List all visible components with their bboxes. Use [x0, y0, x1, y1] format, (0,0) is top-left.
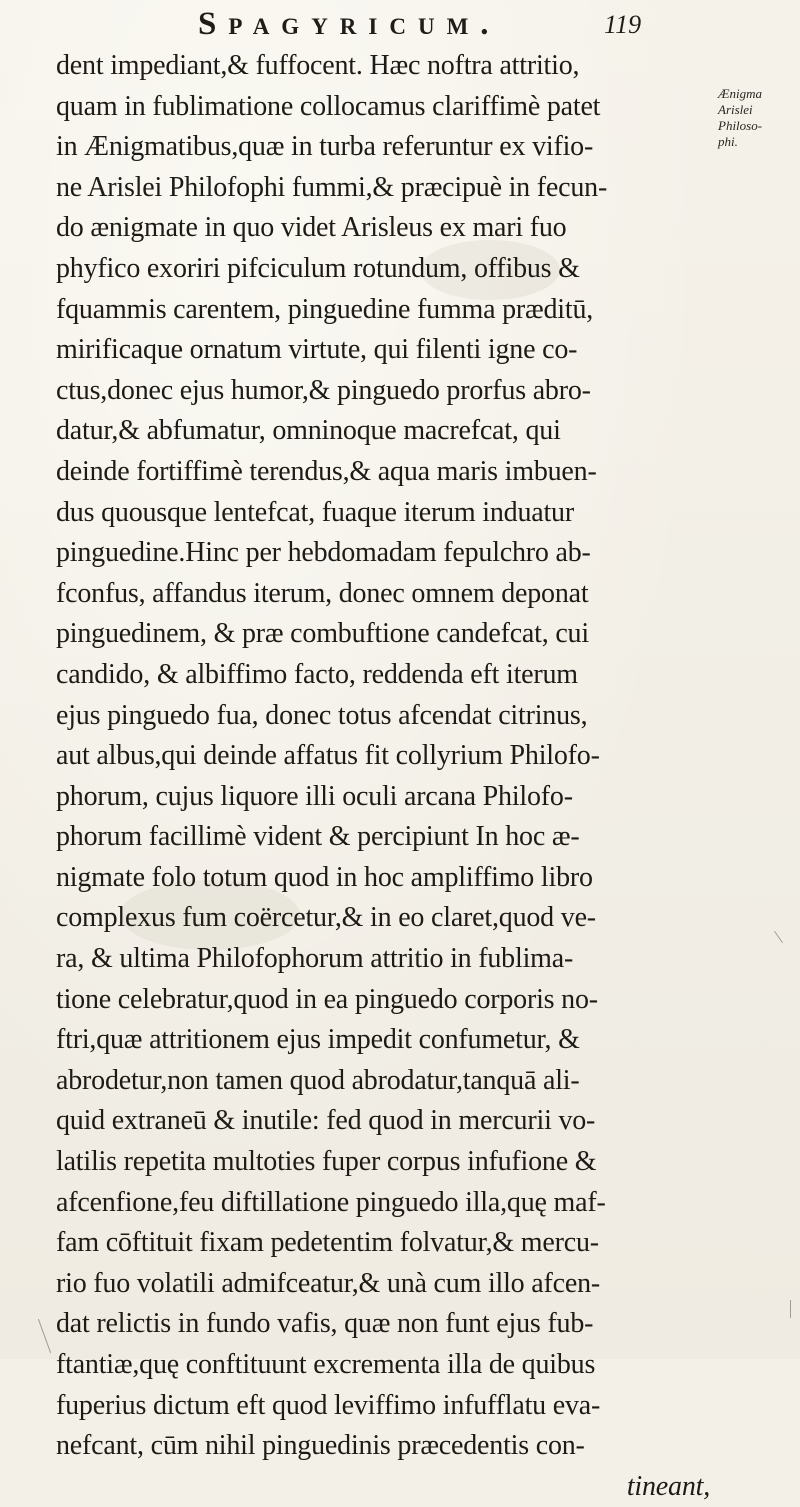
running-title: Spagyricum.: [198, 6, 501, 42]
text-line: dent impediant,& fuffocent. Hæc noftra attritio,: [56, 50, 580, 81]
text-line: phorum, cujus liquore illi oculi arcana Philofo-: [56, 780, 573, 812]
text-line: ejus pinguedo fua, donec totus afcendat citrinus,: [56, 699, 588, 731]
text-line: ne Arislei Philofophi fummi,& præcipuè in fecun-: [56, 171, 608, 203]
text-line: nefcant, cūm nihil pinguedinis præcedentis con-: [56, 1430, 585, 1462]
text-line: datur,& abfumatur, omninoque macrefcat, qui: [56, 415, 561, 447]
page-number: 119: [604, 10, 642, 39]
text-line: quid extraneū & inutile: fed quod in mercurii vo-: [56, 1105, 596, 1137]
text-line: quam in fublimatione collocamus clariffimè patet: [56, 90, 601, 122]
margin-mark: [774, 931, 783, 943]
text-line: nigmate folo totum quod in hoc ampliffimo libro: [56, 861, 593, 893]
main-text: [56, 46, 716, 1507]
text-line: abrodetur,non tamen quod abrodatur,tanquā ali-: [56, 1064, 580, 1096]
marginal-note: [718, 86, 798, 150]
text-line: rio fuo volatili admifceatur,& unà cum illo afcen-: [56, 1267, 601, 1299]
text-line: mirificaque ornatum virtute, qui filenti igne co-: [56, 334, 578, 366]
text-line: fconfus, affandus iterum, donec omnem deponat: [56, 577, 589, 609]
text-line: do ænigmate in quo videt Arisleus ex mari fuo: [56, 212, 567, 244]
text-line: complexus fum coërcetur,& in eo claret,quod ve-: [56, 902, 596, 934]
text-line: dus quousque lentefcat, fuaque iterum induatur: [56, 496, 574, 528]
text-line: fam cōftituit fixam pedetentim folvatur,& mercu-: [56, 1227, 599, 1259]
text-line: dat relictis in fundo vafis, quæ non funt ejus fub-: [56, 1308, 594, 1340]
marginal-note-line: Philoso-: [718, 118, 763, 133]
text-line: phyfico exoriri pifciculum rotundum, offibus &: [56, 252, 580, 284]
text-line: latilis repetita multoties fuper corpus infufione &: [56, 1146, 597, 1178]
text-line: ftri,quæ attritionem ejus impedit confumetur, &: [56, 1024, 580, 1056]
marginal-note-line: phi.: [718, 134, 738, 149]
margin-mark: [790, 1300, 791, 1318]
marginal-note-line: Ænigma: [718, 86, 763, 101]
margin-mark: [38, 1319, 51, 1353]
text-line: deinde fortiffimè terendus,& aqua maris imbuen-: [56, 455, 597, 487]
catchword: tineant,: [626, 1470, 710, 1502]
text-line: phorum facillimè vident & percipiunt In hoc æ-: [56, 821, 580, 853]
text-line: pinguedine.Hinc per hebdomadam fepulchro ab-: [56, 537, 591, 569]
page-header: [0, 6, 800, 50]
text-line: fquammis carentem, pinguedine fumma præditū,: [56, 293, 594, 325]
text-line: pinguedinem, & præ combuftione candefcat, cui: [56, 618, 589, 650]
text-line: ctus,donec ejus humor,& pinguedo prorfus abro-: [56, 374, 591, 406]
text-line: aut albus,qui deinde affatus fit collyrium Philofo-: [56, 740, 600, 772]
text-line: ftantiæ,quę conftituunt excrementa illa de quibus: [56, 1349, 596, 1380]
text-line: afcenfione,feu diftillatione pinguedo illa,quę maf-: [56, 1186, 606, 1218]
text-line: candido, & albiffimo facto, reddenda eft iterum: [56, 658, 578, 690]
marginal-note-line: Arislei: [718, 102, 753, 117]
text-line: ra, & ultima Philofophorum attritio in fublima-: [56, 943, 574, 975]
text-line: in Ænigmatibus,quæ in turba referuntur ex vifio-: [56, 131, 594, 163]
text-line: tione celebratur,quod in ea pinguedo corporis no-: [56, 983, 598, 1015]
text-line: fuperius dictum eft quod leviffimo infufflatu eva-: [56, 1389, 601, 1421]
